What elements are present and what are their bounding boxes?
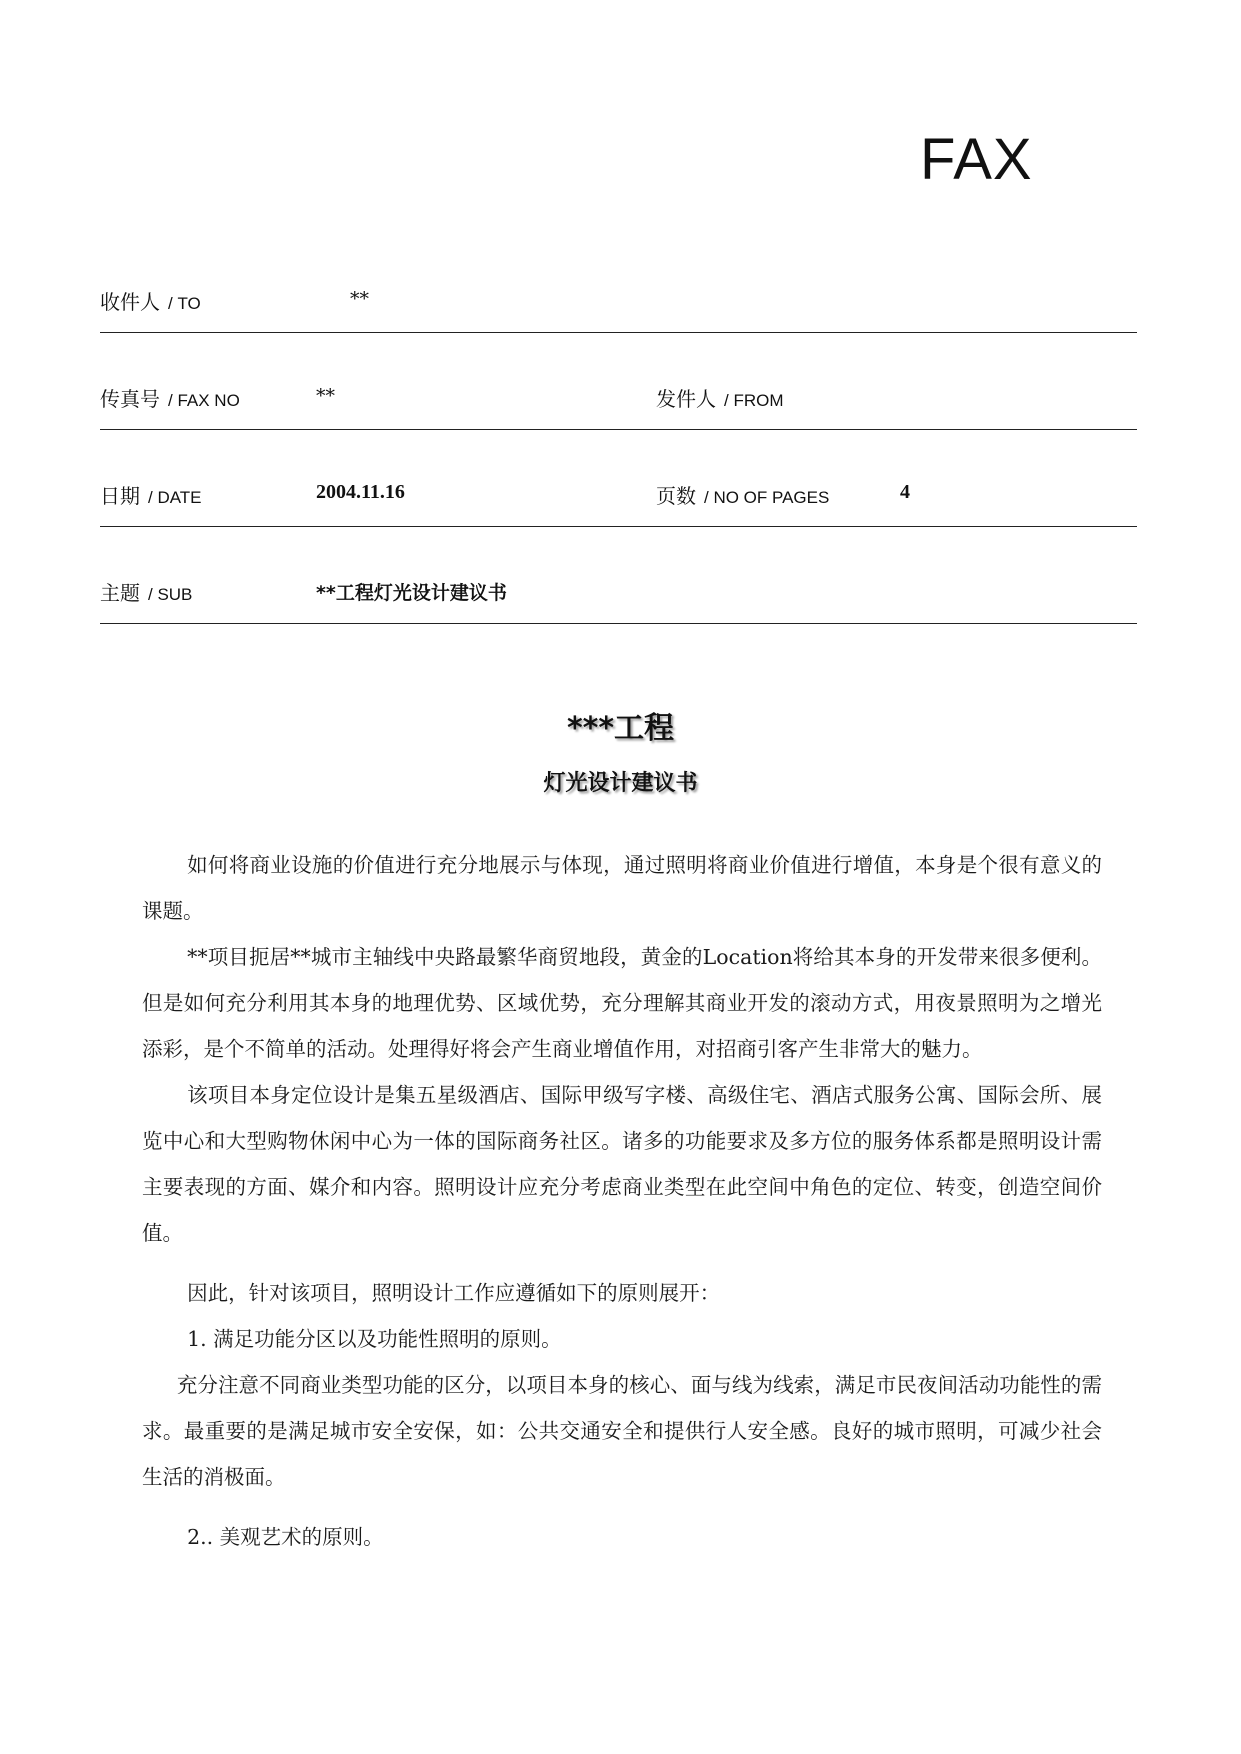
paragraph: **项目扼居**城市主轴线中央路最繁华商贸地段，黄金的Location将给其本身的开发带来很多便利。但是如何充分利用其本身的地理优势、区域优势，充分理解其商业开发的滚动方式，用夜景照明为之增光添彩，是个不简单的活动。处理得好将会产生商业增值作用，对招商引客产生非常大的魅力。 [142, 945, 1102, 1061]
fax-no-label-en: / FAX NO [168, 391, 240, 410]
date-value: 2004.11.16 [316, 481, 405, 503]
paragraph: 因此，针对该项目，照明设计工作应遵循如下的原则展开： [187, 1281, 721, 1305]
document-title: ***工程 [566, 711, 675, 746]
pages-label-en: / NO OF PAGES [704, 488, 830, 507]
to-label-cn: 收件人 [100, 290, 160, 314]
pages-label-cn: 页数 [656, 484, 696, 508]
header-row-fax-from [100, 333, 1137, 430]
from-label-en: / FROM [724, 391, 784, 410]
paragraph: 充分注意不同商业类型功能的区分，以项目本身的核心、面与线为线索，满足市民夜间活动功能性的需求。最重要的是满足城市安全安保，如：公共交通安全和提供行人安全感。良好的城市照明，可减少社会生活的消极面。 [142, 1373, 1102, 1489]
to-label-en: / TO [168, 294, 201, 313]
fax-title: FAX [920, 127, 1033, 192]
list-item: 2.. 美观艺术的原则。 [187, 1525, 384, 1549]
header-row-date-pages [100, 430, 1137, 527]
date-label-cn: 日期 [100, 484, 140, 508]
subject-value: **工程灯光设计建议书 [316, 582, 507, 604]
subject-label-cn: 主题 [100, 581, 140, 605]
divider [100, 623, 1137, 624]
pages-label [656, 480, 829, 509]
subject-label-en: / SUB [148, 585, 193, 604]
from-label-cn: 发件人 [656, 387, 716, 411]
fax-no-label [100, 383, 240, 412]
fax-no-value: ** [316, 385, 335, 407]
subject-label [100, 577, 192, 606]
list-item: 1. 满足功能分区以及功能性照明的原则。 [187, 1327, 562, 1351]
to-label [100, 286, 201, 315]
paragraph: 该项目本身定位设计是集五星级酒店、国际甲级写字楼、高级住宅、酒店式服务公寓、国际会所、展览中心和大型购物休闲中心为一体的国际商务社区。诸多的功能要求及多方位的服务体系都是照明设计需主要表现的方面、媒介和内容。照明设计应充分考虑商业类型在此空间中角色的定位、转变，创造空间价值。 [142, 1083, 1102, 1245]
spacer [142, 1256, 1102, 1270]
date-label-en: / DATE [148, 488, 202, 507]
date-label [100, 480, 202, 509]
fax-no-label-cn: 传真号 [100, 387, 160, 411]
to-value: ** [350, 288, 369, 310]
document-body [142, 842, 1102, 1560]
pages-value: 4 [900, 481, 910, 503]
header-row-to [100, 236, 1137, 333]
spacer [142, 1500, 1102, 1514]
from-label [656, 383, 784, 412]
header-row-subject [100, 527, 1137, 624]
paragraph: 如何将商业设施的价值进行充分地展示与体现，通过照明将商业价值进行增值，本身是个很有意义的课题。 [142, 853, 1102, 923]
document-subtitle: 灯光设计建议书 [543, 771, 698, 796]
